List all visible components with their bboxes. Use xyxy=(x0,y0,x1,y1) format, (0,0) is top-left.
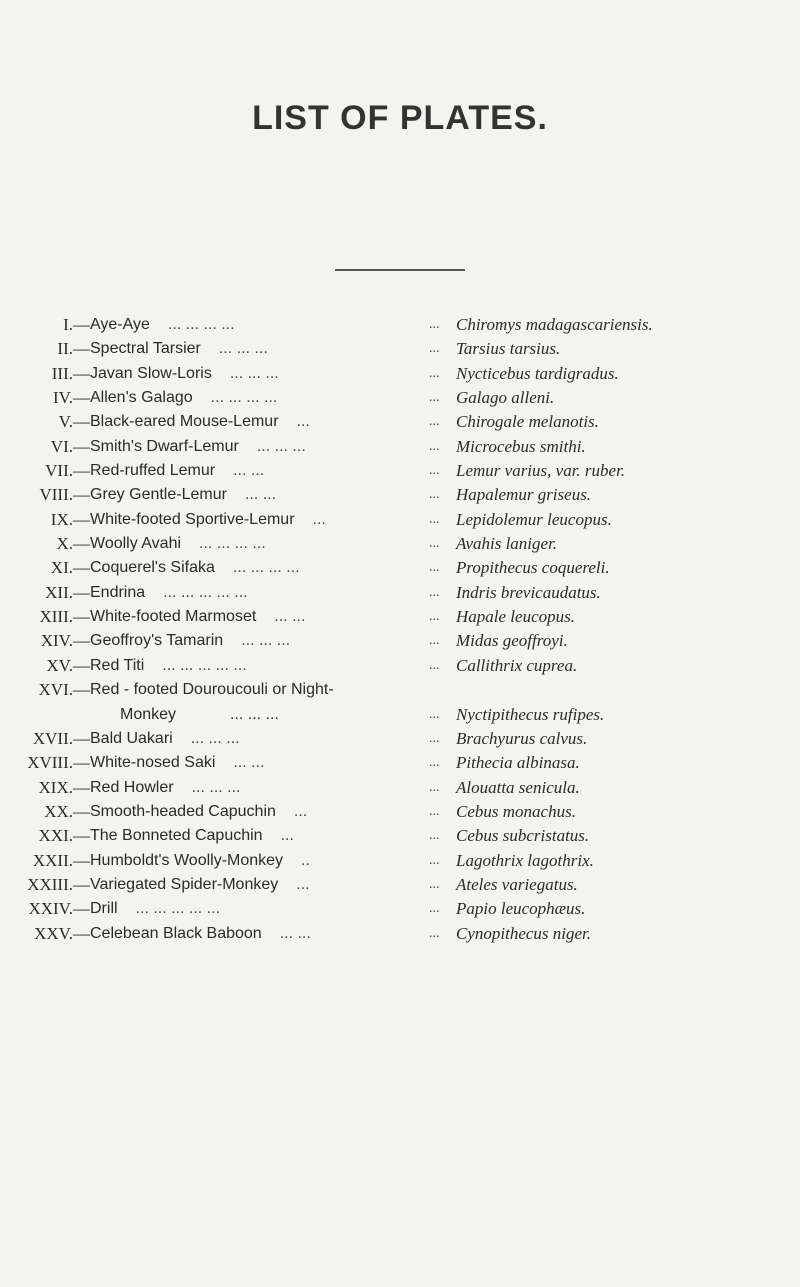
plate-name-group xyxy=(90,386,277,410)
plate-dash: — xyxy=(73,315,90,334)
plate-number: XI. xyxy=(50,558,73,578)
plate-entry xyxy=(0,459,800,483)
plate-dash: — xyxy=(73,777,90,797)
plate-dash: — xyxy=(73,339,90,359)
plate-leader: ... xyxy=(429,414,440,430)
plate-leader: ... xyxy=(429,730,440,746)
plate-common-name: Smooth-headed Capuchin xyxy=(90,802,276,820)
plates-list xyxy=(0,313,800,946)
page-title: LIST OF PLATES. xyxy=(252,98,548,137)
plate-leader: ... xyxy=(429,536,440,552)
plate-latin-name: Indris brevicaudatus. xyxy=(456,582,601,602)
plate-latin-name: Hapalemur griseus. xyxy=(456,485,592,505)
plate-common-name: Coquerel's Sifaka xyxy=(90,559,215,577)
plate-dash: — xyxy=(73,534,90,554)
plate-dash: — xyxy=(73,753,90,773)
plate-leader: ... xyxy=(429,755,440,771)
plate-number: XXV. xyxy=(34,923,73,943)
plate-number: VIII. xyxy=(39,485,73,505)
plate-dot-leader: ... ... ... ... ... xyxy=(162,656,247,674)
plate-dash: — xyxy=(73,923,90,943)
plate-leader: ... xyxy=(429,560,440,576)
plate-name-group xyxy=(90,483,276,507)
plate-latin-name: Avahis laniger. xyxy=(456,534,558,554)
plate-entry xyxy=(0,654,800,678)
plate-common-name: Allen's Galago xyxy=(90,389,193,407)
plate-common-name: Spectral Tarsier xyxy=(90,340,201,358)
plate-common-name: Black-eared Mouse-Lemur xyxy=(90,413,279,431)
plate-leader: ... xyxy=(429,779,440,795)
plate-number: XXII. xyxy=(32,850,73,870)
plate-dash: — xyxy=(73,558,90,578)
plate-common-name: White-footed Sportive-Lemur xyxy=(90,510,295,528)
plate-latin-name: Cynopithecus niger. xyxy=(456,923,592,943)
plate-latin-name: Lemur varius, var. ruber. xyxy=(456,461,626,481)
plate-dash: — xyxy=(73,485,90,505)
plate-leader: ... xyxy=(429,341,440,357)
plate-number: XVII. xyxy=(32,728,73,748)
plate-name-group xyxy=(90,897,220,921)
plate-number: I. xyxy=(63,315,73,334)
plate-latin-name: Galago alleni. xyxy=(456,388,555,408)
plate-leader: ... xyxy=(429,463,440,479)
plate-dot-leader: ... xyxy=(296,413,310,431)
plate-leader: ... xyxy=(429,828,440,844)
plate-common-name: Celebean Black Baboon xyxy=(90,924,262,942)
plate-entry xyxy=(0,922,800,946)
plate-entry xyxy=(0,751,800,775)
plate-name-group xyxy=(90,922,311,946)
plate-dot-leader: .. xyxy=(301,851,310,869)
plate-common-name-continued: Monkey xyxy=(120,705,177,723)
plate-entry xyxy=(0,313,800,337)
plate-latin-name: Pithecia albinasa. xyxy=(456,753,580,773)
plate-leader: ... xyxy=(429,876,440,892)
plate-common-name: The Bonneted Capuchin xyxy=(90,827,263,845)
plate-common-name: Drill xyxy=(90,900,118,918)
plate-name-group xyxy=(90,654,247,678)
plate-latin-name: Cebus subcristatus. xyxy=(456,826,590,846)
plate-entry xyxy=(0,532,800,556)
plate-name-group xyxy=(90,751,265,775)
plate-dash: — xyxy=(73,874,90,894)
plate-dot-leader: ... ... ... xyxy=(218,340,268,358)
plate-number: XXIV. xyxy=(28,899,73,919)
plate-name-group xyxy=(90,435,306,459)
plate-leader: ... xyxy=(429,852,440,868)
plate-entry xyxy=(0,800,800,824)
plate-entry xyxy=(0,703,800,727)
plate-dash: — xyxy=(73,826,90,846)
plate-latin-name: Midas geoffroyi. xyxy=(456,631,568,651)
plate-dash: — xyxy=(73,461,90,481)
plate-dash: — xyxy=(73,899,90,919)
plate-latin-name: Microcebus smithi. xyxy=(456,436,586,456)
plate-leader: ... xyxy=(429,803,440,819)
plate-entry xyxy=(0,727,800,751)
plate-leader: ... xyxy=(429,706,440,722)
plate-number: XII. xyxy=(45,582,73,602)
plate-common-name: Red Howler xyxy=(90,778,174,796)
plate-dash: — xyxy=(73,509,90,529)
plate-entry xyxy=(0,629,800,653)
plate-latin-name: Nycticebus tardigradus. xyxy=(456,363,619,383)
plate-entry xyxy=(0,776,800,800)
plate-name-group xyxy=(90,556,300,580)
plate-common-name: Woolly Avahi xyxy=(90,535,182,553)
plate-entry xyxy=(0,897,800,921)
plate-leader: ... xyxy=(429,901,440,917)
plate-name-group xyxy=(90,727,240,751)
plate-dash: — xyxy=(73,607,90,627)
plate-name-group xyxy=(90,313,235,337)
title-divider xyxy=(335,269,465,271)
plate-dot-leader: ... xyxy=(312,510,326,528)
plate-name-group xyxy=(90,873,310,897)
plate-entry xyxy=(0,362,800,386)
plate-number: VII. xyxy=(45,461,73,481)
plate-entry xyxy=(0,483,800,507)
plate-dot-leader: ... ... ... ... ... xyxy=(163,583,248,601)
plate-entry xyxy=(0,508,800,532)
plate-dash: — xyxy=(73,655,90,675)
plate-common-name: Red-ruffed Lemur xyxy=(90,462,216,480)
plate-common-name: White-nosed Saki xyxy=(90,754,216,772)
plate-name-group xyxy=(90,362,279,386)
plate-entry xyxy=(0,605,800,629)
plate-name-group xyxy=(90,337,268,361)
plate-entry xyxy=(0,824,800,848)
plate-dot-leader: ... ... ... ... xyxy=(210,389,278,407)
plate-name-group xyxy=(90,581,248,605)
plate-leader: ... xyxy=(429,317,440,332)
plate-leader: ... xyxy=(429,657,440,673)
plate-dash: — xyxy=(73,801,90,821)
plate-common-name: White-footed Marmoset xyxy=(90,608,257,626)
plate-entry xyxy=(0,435,800,459)
plate-number: XX. xyxy=(44,801,73,821)
plate-dash: — xyxy=(73,680,90,700)
plate-dot-leader: ... ... ... xyxy=(230,705,279,723)
plate-dot-leader: ... ... xyxy=(233,754,265,772)
plate-leader: ... xyxy=(429,487,440,503)
plate-number: VI. xyxy=(50,436,73,456)
plate-number: II. xyxy=(57,339,73,359)
plate-latin-name: Propithecus coquereli. xyxy=(456,558,610,578)
plate-number: IV. xyxy=(53,388,73,408)
plate-entry xyxy=(0,337,800,361)
plate-latin-name: Callithrix cuprea. xyxy=(456,655,578,675)
plate-dot-leader: ... ... xyxy=(274,608,306,626)
plate-name-group xyxy=(90,776,241,800)
plate-dot-leader: ... xyxy=(293,802,308,820)
plate-entry xyxy=(0,556,800,580)
plate-latin-name: Brachyurus calvus. xyxy=(456,728,588,748)
plate-name-group xyxy=(90,824,294,848)
plate-common-name: Smith's Dwarf-Lemur xyxy=(90,437,239,455)
plate-common-name: Endrina xyxy=(90,583,146,601)
plate-dot-leader: ... ... xyxy=(279,924,311,942)
plate-dash: — xyxy=(73,388,90,408)
plate-leader: ... xyxy=(429,609,440,625)
plate-name-group xyxy=(90,800,307,824)
plate-dash: — xyxy=(73,363,90,383)
plate-dot-leader: ... ... ... ... ... xyxy=(135,900,221,918)
plate-leader: ... xyxy=(429,511,440,527)
plate-dot-leader: ... ... ... xyxy=(256,437,306,455)
plate-name-group xyxy=(90,508,326,532)
plate-name-group xyxy=(90,459,264,483)
plate-latin-name: Papio leucophæus. xyxy=(456,899,586,919)
plate-number: XVIII. xyxy=(27,753,73,773)
plate-common-name: Red Titi xyxy=(90,656,145,674)
plate-dash: — xyxy=(73,728,90,748)
plate-entry xyxy=(0,581,800,605)
plate-common-name: Grey Gentle-Lemur xyxy=(90,486,227,504)
plate-latin-name: Cebus monachus. xyxy=(456,801,576,821)
plate-dash: — xyxy=(73,850,90,870)
plate-leader: ... xyxy=(429,925,440,941)
plate-leader: ... xyxy=(429,633,440,649)
plate-entry xyxy=(0,386,800,410)
plate-entry xyxy=(0,410,800,434)
plate-dot-leader: ... ... ... ... xyxy=(232,559,300,577)
plate-latin-name: Lagothrix lagothrix. xyxy=(456,850,594,870)
plate-latin-name: Chirogale melanotis. xyxy=(456,412,599,432)
plate-number: XIII. xyxy=(39,607,73,627)
plate-dot-leader: ... ... xyxy=(244,486,277,504)
plate-number: X. xyxy=(56,534,73,554)
plate-entry xyxy=(0,678,800,702)
plate-common-name: Geoffroy's Tamarin xyxy=(90,632,224,650)
plate-latin-name: Alouatta senicula. xyxy=(456,777,580,797)
plate-dash: — xyxy=(73,582,90,602)
plate-dash: — xyxy=(73,412,90,432)
plate-common-name: Aye-Aye xyxy=(90,316,150,333)
plate-leader: ... xyxy=(429,365,440,381)
plate-number: III. xyxy=(51,363,73,383)
plate-name-group xyxy=(90,629,290,653)
plate-dot-leader: ... ... ... xyxy=(241,632,291,650)
plate-latin-name: Chiromys madagascariensis. xyxy=(456,315,653,334)
plate-dot-leader: ... ... ... xyxy=(229,364,279,382)
plate-entry xyxy=(0,849,800,873)
plate-name-group xyxy=(90,410,310,434)
plate-dot-leader: ... xyxy=(296,875,310,893)
plate-latin-name: Tarsius tarsius. xyxy=(456,339,561,359)
plate-number: IX. xyxy=(50,509,73,529)
plate-common-name: Humboldt's Woolly-Monkey xyxy=(90,851,284,869)
plate-common-name: Bald Uakari xyxy=(90,729,173,747)
plate-latin-name: Ateles variegatus. xyxy=(456,874,578,894)
plate-number: XVI. xyxy=(38,680,73,700)
plate-dot-leader: ... ... ... xyxy=(190,729,240,747)
plate-dot-leader: ... ... xyxy=(233,462,265,480)
plate-dot-leader: ... ... ... ... xyxy=(167,316,235,333)
plate-dash: — xyxy=(73,631,90,651)
plate-dot-leader: ... ... ... xyxy=(191,778,241,796)
plate-number: V. xyxy=(58,412,73,432)
plate-number: XIX. xyxy=(38,777,73,797)
plate-dot-leader: ... ... ... ... xyxy=(199,535,266,553)
plate-dot-leader: ... xyxy=(280,827,294,845)
plate-entry xyxy=(0,873,800,897)
plate-latin-name: Nyctipithecus rufipes. xyxy=(456,704,605,724)
plate-number: XXI. xyxy=(38,826,73,846)
plate-leader: ... xyxy=(429,438,440,454)
plate-leader: ... xyxy=(429,584,440,600)
plate-latin-name: Lepidolemur leucopus. xyxy=(456,509,612,529)
plate-number: XIV. xyxy=(40,631,73,651)
plate-common-name: Variegated Spider-Monkey xyxy=(90,875,279,893)
plate-name-group xyxy=(90,849,310,873)
plate-name-group xyxy=(90,605,305,629)
plate-name-group xyxy=(90,532,266,556)
plate-common-name: Javan Slow-Loris xyxy=(90,364,212,382)
plate-dash: — xyxy=(73,436,90,456)
plate-leader: ... xyxy=(429,390,440,406)
plate-number: XV. xyxy=(46,655,73,675)
plate-common-name: Red - footed Douroucouli or Night- xyxy=(90,681,334,699)
plate-number: XXIII. xyxy=(27,874,73,894)
plate-latin-name: Hapale leucopus. xyxy=(456,607,575,627)
